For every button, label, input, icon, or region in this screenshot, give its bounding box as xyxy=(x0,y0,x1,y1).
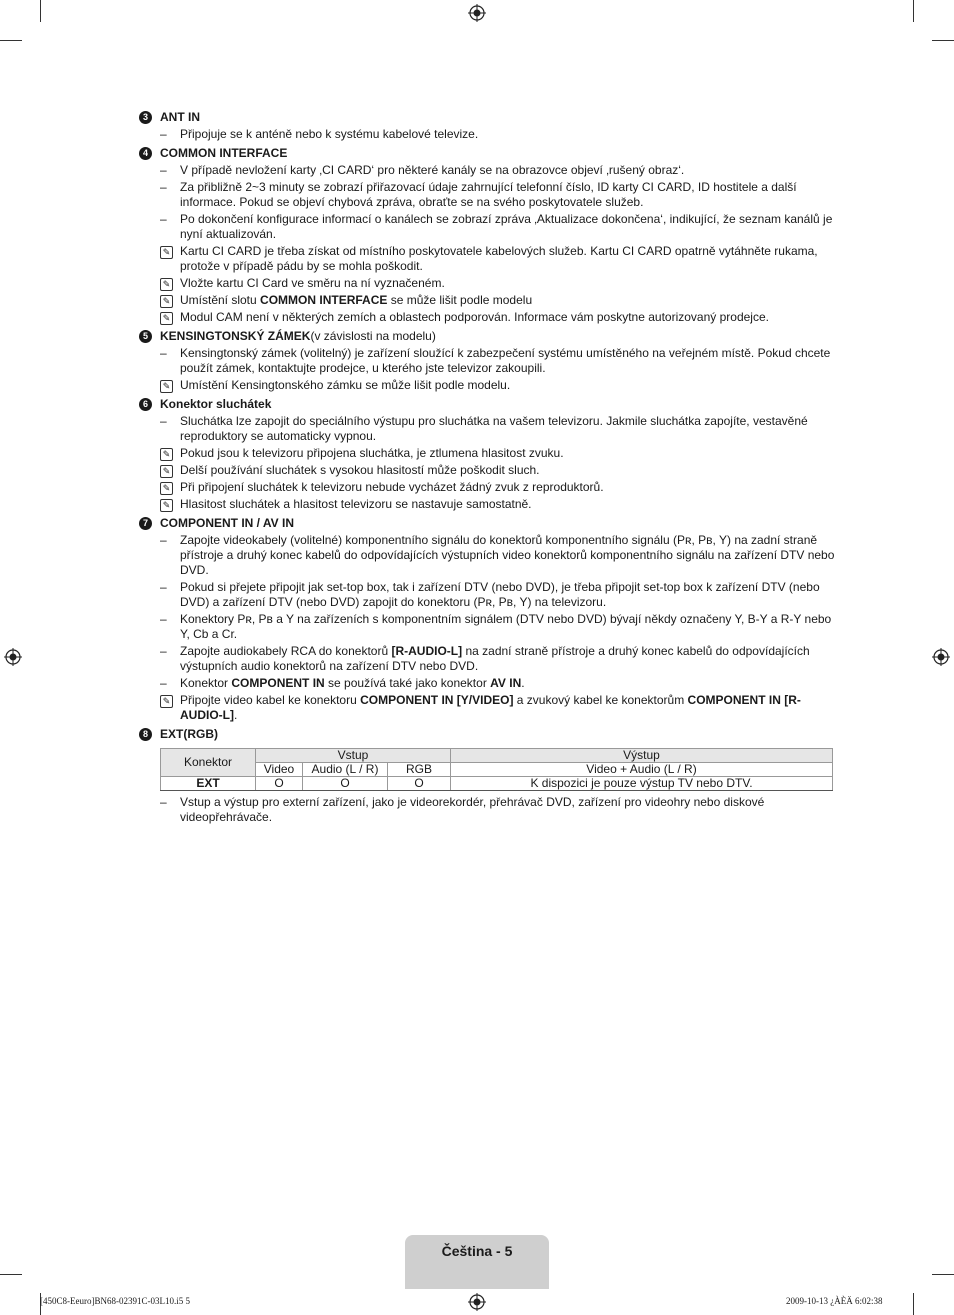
note-icon: ✎ xyxy=(160,448,173,461)
cell-out: K dispozici je pouze výstup TV nebo DTV. xyxy=(451,777,833,791)
section-number-icon: 3 xyxy=(139,111,152,124)
cell-name: EXT xyxy=(161,777,256,791)
text-run: Kartu CI CARD je třeba získat od místního poskytovatele kabelových služeb. Kartu CI CARD opatrně vytáhněte rukama, protože v případě pádu by se mohla poškodit. xyxy=(180,244,818,273)
dash-marker: – xyxy=(160,180,167,194)
text-run: Konektory Pʀ, Pʙ a Y na zařízeních s komponentním signálem (DTV nebo DVD) bývají někdy označeny Y, B-Y a R-Y nebo Y, Cb a Cr. xyxy=(180,612,832,641)
list-item xyxy=(139,693,835,723)
note-icon: ✎ xyxy=(160,312,173,325)
bold-term: [R-AUDIO-L] xyxy=(391,644,463,658)
page-label: Čeština - 5 xyxy=(441,1243,513,1259)
item-text xyxy=(180,180,835,210)
bold-term: COMPONENT IN [R-AUDIO-L] xyxy=(180,693,801,722)
crop-mark xyxy=(40,0,41,22)
item-text xyxy=(180,533,835,578)
section-number-icon: 7 xyxy=(139,517,152,530)
item-text xyxy=(180,676,835,691)
item-text xyxy=(180,212,835,242)
page-number-tab xyxy=(405,1235,549,1289)
note-icon-wrap xyxy=(160,293,180,308)
section-title: COMMON INTERFACE xyxy=(160,146,288,160)
note-icon: ✎ xyxy=(160,482,173,495)
section-heading xyxy=(139,397,835,412)
text-run: a zvukový kabel ke konektorům xyxy=(513,693,688,707)
th-vstup: Vstup xyxy=(256,749,451,763)
note-icon: ✎ xyxy=(160,246,173,259)
list-item xyxy=(139,463,835,478)
text-run: Modul CAM není v některých zemích a oblastech podporován. Informace vám poskytne autorizovaný prodejce. xyxy=(180,310,769,324)
crop-mark xyxy=(913,1293,914,1315)
cell-video: O xyxy=(256,777,303,791)
registration-mark-icon xyxy=(468,1293,486,1311)
text-run: Vložte kartu CI Card ve směru na ní vyznačeném. xyxy=(180,276,445,290)
item-text xyxy=(180,463,835,478)
item-text xyxy=(180,163,835,178)
text-run: se používá také jako konektor xyxy=(324,676,491,690)
text-run: Po dokončení konfigurace informací o kanálech se zobrazí zpráva ‚Aktualizace dokončena‘, indikující, že seznam kanálů je nyní aktualizován. xyxy=(180,212,833,241)
dash-marker: – xyxy=(160,676,167,690)
item-text xyxy=(180,480,835,495)
dash-marker: – xyxy=(160,580,167,594)
text-run: se může lišit podle modelu xyxy=(387,293,533,307)
note-icon-wrap xyxy=(160,497,180,512)
dash-marker: – xyxy=(160,127,167,141)
item-text xyxy=(180,693,835,723)
text-run: Kensingtonský zámek (volitelný) je zařízení sloužící k zabezpečení systému umístěného na veřejném místě. Pokud chcete použít zámek, kontaktujte prodejce, u kterého jste televizor zakoupili. xyxy=(180,346,831,375)
section-heading xyxy=(139,146,835,161)
section-title: ANT IN xyxy=(160,110,200,124)
text-run: na zadní straně přístroje a druhý konec kabelů do odpovídajících výstupních audio konektorů na zařízení DTV nebo DVD. xyxy=(180,644,810,673)
text-run: Umístění Kensingtonského zámku se může lišit podle modelu. xyxy=(180,378,511,392)
item-text xyxy=(180,310,835,325)
text-run: Delší používání sluchátek s vysokou hlasitostí může poškodit sluch. xyxy=(180,463,540,477)
dash-marker: – xyxy=(160,533,167,547)
note-icon-wrap xyxy=(160,463,180,478)
registration-mark-icon xyxy=(4,648,22,666)
th-vystup: Výstup xyxy=(451,749,833,763)
item-text xyxy=(180,612,835,642)
note-icon-wrap xyxy=(160,244,180,274)
dash-marker: – xyxy=(160,163,167,177)
list-item xyxy=(139,533,835,578)
text-run: Hlasitost sluchátek a hlasitost televizoru se nastavuje samostatně. xyxy=(180,497,532,511)
ext-table xyxy=(160,748,833,791)
dash-marker: – xyxy=(160,346,167,360)
th-konektor: Konektor xyxy=(161,749,256,777)
list-item xyxy=(139,244,835,274)
list-item xyxy=(139,414,835,444)
footer-file-info: [450C8-Eeuro]BN68-02391C-03L10.i5 5 xyxy=(40,1296,190,1306)
text-run: Při připojení sluchátek k televizoru nebude vycházet žádný zvuk z reproduktorů. xyxy=(180,480,604,494)
footer-timestamp: 2009-10-13 ¿ÀÈÄ 6:02:38 xyxy=(786,1296,883,1306)
item-text xyxy=(180,446,835,461)
list-item xyxy=(139,480,835,495)
note-icon: ✎ xyxy=(160,295,173,308)
text-run: Připojte video kabel ke konektoru xyxy=(180,693,361,707)
text-run: . xyxy=(234,708,238,722)
cell-rgb: O xyxy=(388,777,451,791)
dash-marker: – xyxy=(160,414,167,428)
section-number-icon: 4 xyxy=(139,147,152,160)
list-item xyxy=(139,580,835,610)
list-item xyxy=(139,612,835,642)
cell-audio: O xyxy=(303,777,388,791)
th-video: Video xyxy=(256,763,303,777)
section-heading xyxy=(139,110,835,125)
note-icon-wrap xyxy=(160,480,180,495)
item-text xyxy=(180,580,835,610)
bold-term: COMPONENT IN xyxy=(231,676,325,690)
list-item xyxy=(139,446,835,461)
registration-mark-icon xyxy=(468,4,486,22)
crop-mark xyxy=(932,40,954,41)
crop-mark xyxy=(0,40,22,41)
note-icon-wrap xyxy=(160,378,180,393)
text-run: Pokud jsou k televizoru připojena sluchátka, je ztlumena hlasitost zvuku. xyxy=(180,446,564,460)
note-icon: ✎ xyxy=(160,380,173,393)
item-text xyxy=(180,414,835,444)
bold-term: AV IN xyxy=(490,676,522,690)
section-number-icon: 8 xyxy=(139,728,152,741)
list-item xyxy=(139,676,835,691)
text-run: Pokud si přejete připojit jak set-top box, tak i zařízení DTV (nebo DVD), je třeba připojit set-top box k zařízení DTV (nebo DVD) a zařízení DTV (nebo DVD) zapojit do konektoru (Pʀ, Pʙ, Y) na televizoru. xyxy=(180,580,820,609)
section-title: EXT(RGB) xyxy=(160,727,218,741)
list-item xyxy=(139,180,835,210)
list-item xyxy=(139,644,835,674)
note-icon-wrap xyxy=(160,446,180,461)
section-subtitle: (v závislosti na modelu) xyxy=(310,329,436,343)
th-video-audio: Video + Audio (L / R) xyxy=(451,763,833,777)
section-heading xyxy=(139,329,835,344)
dash-marker: – xyxy=(160,644,167,658)
note-icon: ✎ xyxy=(160,465,173,478)
text-run: Připojuje se k anténě nebo k systému kabelové televize. xyxy=(180,127,479,141)
item-text xyxy=(180,244,835,274)
note-icon: ✎ xyxy=(160,695,173,708)
list-item xyxy=(139,163,835,178)
item-text xyxy=(180,293,835,308)
list-item xyxy=(139,497,835,512)
section-heading xyxy=(139,516,835,531)
dash-marker: – xyxy=(160,795,167,809)
section-number-icon: 6 xyxy=(139,398,152,411)
text-run: . xyxy=(521,676,525,690)
crop-mark xyxy=(0,1274,22,1275)
list-item xyxy=(139,276,835,291)
th-rgb: RGB xyxy=(388,763,451,777)
dash-marker: – xyxy=(160,612,167,626)
registration-mark-icon xyxy=(932,648,950,666)
bold-term: COMPONENT IN [Y/VIDEO] xyxy=(360,693,514,707)
section-heading xyxy=(139,727,835,742)
item-text xyxy=(180,276,835,291)
list-item xyxy=(139,212,835,242)
list-item xyxy=(139,127,835,142)
text-run: Umístění slotu xyxy=(180,293,261,307)
item-text xyxy=(180,644,835,674)
crop-mark xyxy=(913,0,914,22)
table-row xyxy=(161,777,833,791)
bold-term: COMMON INTERFACE xyxy=(260,293,388,307)
section-number-icon: 5 xyxy=(139,330,152,343)
section-title: COMPONENT IN / AV IN xyxy=(160,516,295,530)
note-icon-wrap xyxy=(160,276,180,291)
after-table-text: Vstup a výstup pro externí zařízení, jako je videorekordér, přehrávač DVD, zařízení pro videohry nebo diskové videopřehrávače. xyxy=(180,795,765,824)
section-title: KENSINGTONSKÝ ZÁMEK xyxy=(160,329,311,343)
dash-marker: – xyxy=(160,212,167,226)
list-item xyxy=(139,378,835,393)
item-text xyxy=(180,378,835,393)
crop-mark xyxy=(932,1274,954,1275)
text-run: Sluchátka lze zapojit do speciálního výstupu pro sluchátka na vašem televizoru. Jakmile sluchátka zapojíte, vestavěné reproduktory se automaticky vypnou. xyxy=(180,414,808,443)
text-run: Za přibližně 2~3 minuty se zobrazí přiřazovací údaje zahrnující telefonní číslo, ID karty CI CARD, ID hostitele a další informace. Pokud se objeví chybová zpráva, obraťte se na svého poskytovatele služeb. xyxy=(180,180,797,209)
text-run: Zapojte videokabely (volitelné) komponentního signálu do konektorů komponentního signálu (Pʀ, Pʙ, Y) na zadní straně přístroje a druhý konec kabelů do odpovídajících výstupních video konektorů komponentního signálu na zařízení DTV nebo DVD. xyxy=(180,533,835,577)
note-icon-wrap xyxy=(160,693,180,723)
list-item xyxy=(139,346,835,376)
th-audio: Audio (L / R) xyxy=(303,763,388,777)
item-text xyxy=(180,127,835,142)
list-item xyxy=(139,310,835,325)
item-text xyxy=(180,497,835,512)
list-item xyxy=(139,293,835,308)
text-run: Zapojte audiokabely RCA do konektorů xyxy=(180,644,392,658)
note-icon-wrap xyxy=(160,310,180,325)
note-icon: ✎ xyxy=(160,499,173,512)
section-title: Konektor sluchátek xyxy=(160,397,272,411)
page-content xyxy=(139,110,835,825)
list-item xyxy=(139,795,835,825)
text-run: V případě nevložení karty ‚CI CARD‘ pro některé kanály se na obrazovce objeví ‚rušený obraz‘. xyxy=(180,163,685,177)
text-run: Konektor xyxy=(180,676,232,690)
item-text xyxy=(180,346,835,376)
note-icon: ✎ xyxy=(160,278,173,291)
sections xyxy=(139,110,835,742)
